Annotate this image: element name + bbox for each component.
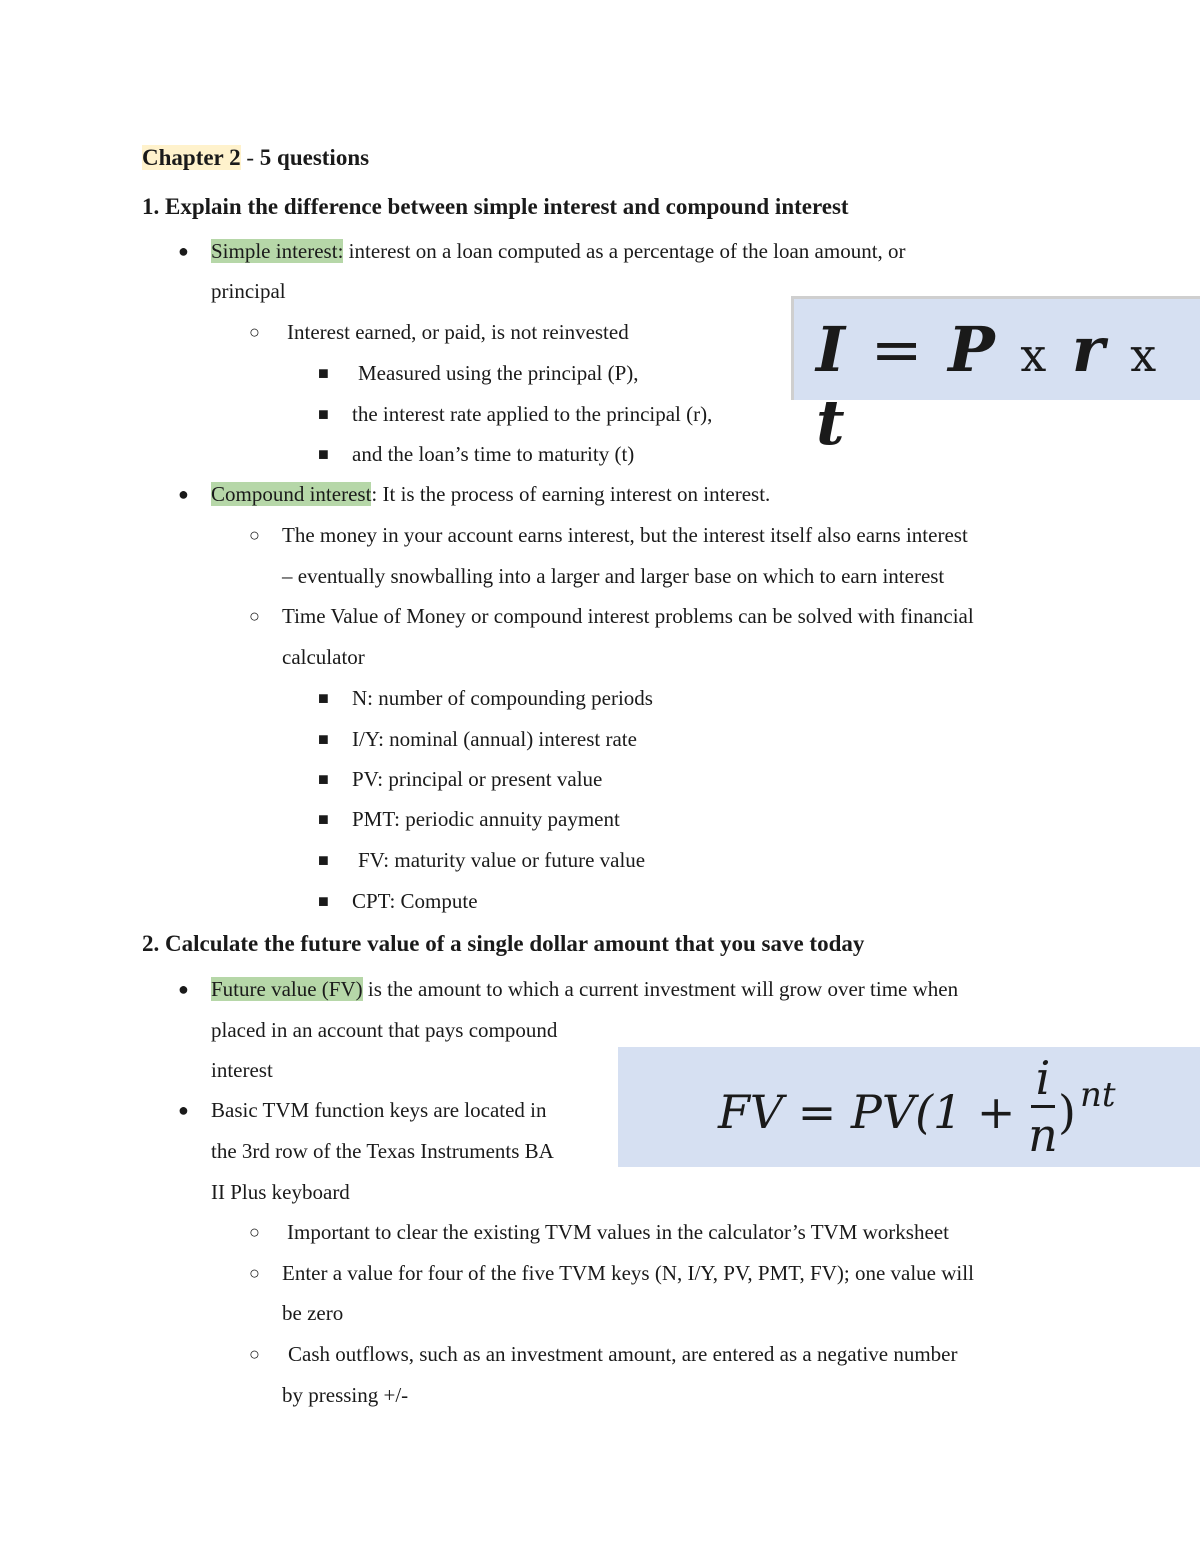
compound-interest-term: Compound interest <box>211 482 372 506</box>
fv-formula-exponent: nt <box>1080 1075 1116 1115</box>
chapter-count: 5 questions <box>259 145 370 170</box>
future-value-term: Future value (FV) <box>211 977 363 1001</box>
simple-interest-sub: Interest earned, or paid, is not reinvested <box>287 320 629 344</box>
compound-sub-2: Time Value of Money or compound interest problems can be solved with financial <box>282 604 974 628</box>
simple-interest-definition: interest on a loan computed as a percentage of the loan amount, or <box>343 239 906 263</box>
compound-sub-1: The money in your account earns interest, but the interest itself also earns interest <box>282 523 968 547</box>
simple-interest-line <box>211 238 906 264</box>
fv-formula-denominator: n <box>1028 1108 1058 1162</box>
calc-item-pv: PV: principal or present value <box>352 767 603 791</box>
fv-formula-lhs: FV = PV(1 + <box>718 1085 1016 1139</box>
circle-bullet: ○ <box>249 606 260 626</box>
disc-bullet: ● <box>178 979 189 999</box>
square-bullet: ■ <box>318 404 329 424</box>
tvm-keys-line-3: II Plus keyboard <box>211 1180 350 1204</box>
simple-interest-continuation: principal <box>211 279 286 303</box>
square-bullet: ■ <box>318 850 329 870</box>
future-value-formula <box>618 1047 1200 1167</box>
fv-formula-rparen: ) <box>1058 1085 1076 1139</box>
tvm-sub-outflows: Cash outflows, such as an investment amount, are entered as a negative number <box>288 1342 958 1366</box>
formula-p: P <box>948 313 997 386</box>
simple-item-principal: Measured using the principal (P), <box>358 361 639 385</box>
circle-bullet: ○ <box>249 1344 260 1364</box>
formula-times-1: x <box>1020 328 1049 382</box>
formula-times-2: x <box>1130 328 1159 382</box>
future-value-line <box>211 976 958 1002</box>
compound-interest-definition: : It is the process of earning interest on interest. <box>371 482 771 506</box>
calc-item-cpt: CPT: Compute <box>352 889 478 913</box>
compound-sub-2-continuation: calculator <box>282 645 365 669</box>
formula-t: t <box>816 386 847 459</box>
formula-i: I <box>816 313 848 386</box>
fv-formula-fraction <box>1023 1051 1063 1162</box>
square-bullet: ■ <box>318 688 329 708</box>
circle-bullet: ○ <box>249 525 260 545</box>
fv-formula-numerator: i <box>1035 1051 1051 1105</box>
square-bullet: ■ <box>318 729 329 749</box>
simple-interest-term: Simple interest: <box>211 239 344 263</box>
chapter-title <box>142 145 369 171</box>
formula-r: r <box>1071 313 1107 386</box>
question-1-heading: 1. Explain the difference between simple interest and compound interest <box>142 194 849 219</box>
disc-bullet: ● <box>178 1100 189 1120</box>
tvm-keys-line-2: the 3rd row of the Texas Instruments BA <box>211 1139 554 1163</box>
tvm-sub-outflows-continuation: by pressing +/- <box>282 1383 409 1407</box>
circle-bullet: ○ <box>249 1222 260 1242</box>
tvm-keys-line-1: Basic TVM function keys are located in <box>211 1098 547 1122</box>
compound-interest-line <box>211 481 770 507</box>
future-value-continuation-1: placed in an account that pays compound <box>211 1018 558 1042</box>
calc-item-n: N: number of compounding periods <box>352 686 653 710</box>
compound-sub-1-continuation: – eventually snowballing into a larger and larger base on which to earn interest <box>282 564 945 588</box>
tvm-sub-enter-continuation: be zero <box>282 1301 344 1325</box>
simple-interest-formula <box>791 296 1200 459</box>
tvm-sub-enter: Enter a value for four of the five TVM keys (N, I/Y, PV, PMT, FV); one value will <box>282 1261 974 1285</box>
simple-item-rate: the interest rate applied to the principal (r), <box>352 402 713 426</box>
future-value-definition: is the amount to which a current investment will grow over time when <box>362 977 959 1001</box>
calc-item-fv: FV: maturity value or future value <box>358 848 646 872</box>
tvm-sub-clear: Important to clear the existing TVM values in the calculator’s TVM worksheet <box>287 1220 949 1244</box>
square-bullet: ■ <box>318 363 329 383</box>
chapter-label: Chapter 2 <box>142 145 241 170</box>
disc-bullet: ● <box>178 241 189 261</box>
chapter-separator: - <box>240 145 260 170</box>
calc-item-iy: I/Y: nominal (annual) interest rate <box>352 727 637 751</box>
future-value-continuation-2: interest <box>211 1058 273 1082</box>
square-bullet: ■ <box>318 891 329 911</box>
simple-item-time: and the loan’s time to maturity (t) <box>352 442 635 466</box>
circle-bullet: ○ <box>249 1263 260 1283</box>
question-2-heading: 2. Calculate the future value of a single dollar amount that you save today <box>142 931 865 956</box>
square-bullet: ■ <box>318 769 329 789</box>
formula-equals: = <box>870 313 925 386</box>
disc-bullet: ● <box>178 484 189 504</box>
square-bullet: ■ <box>318 809 329 829</box>
calc-item-pmt: PMT: periodic annuity payment <box>352 807 620 831</box>
square-bullet: ■ <box>318 444 329 464</box>
circle-bullet: ○ <box>249 322 260 342</box>
